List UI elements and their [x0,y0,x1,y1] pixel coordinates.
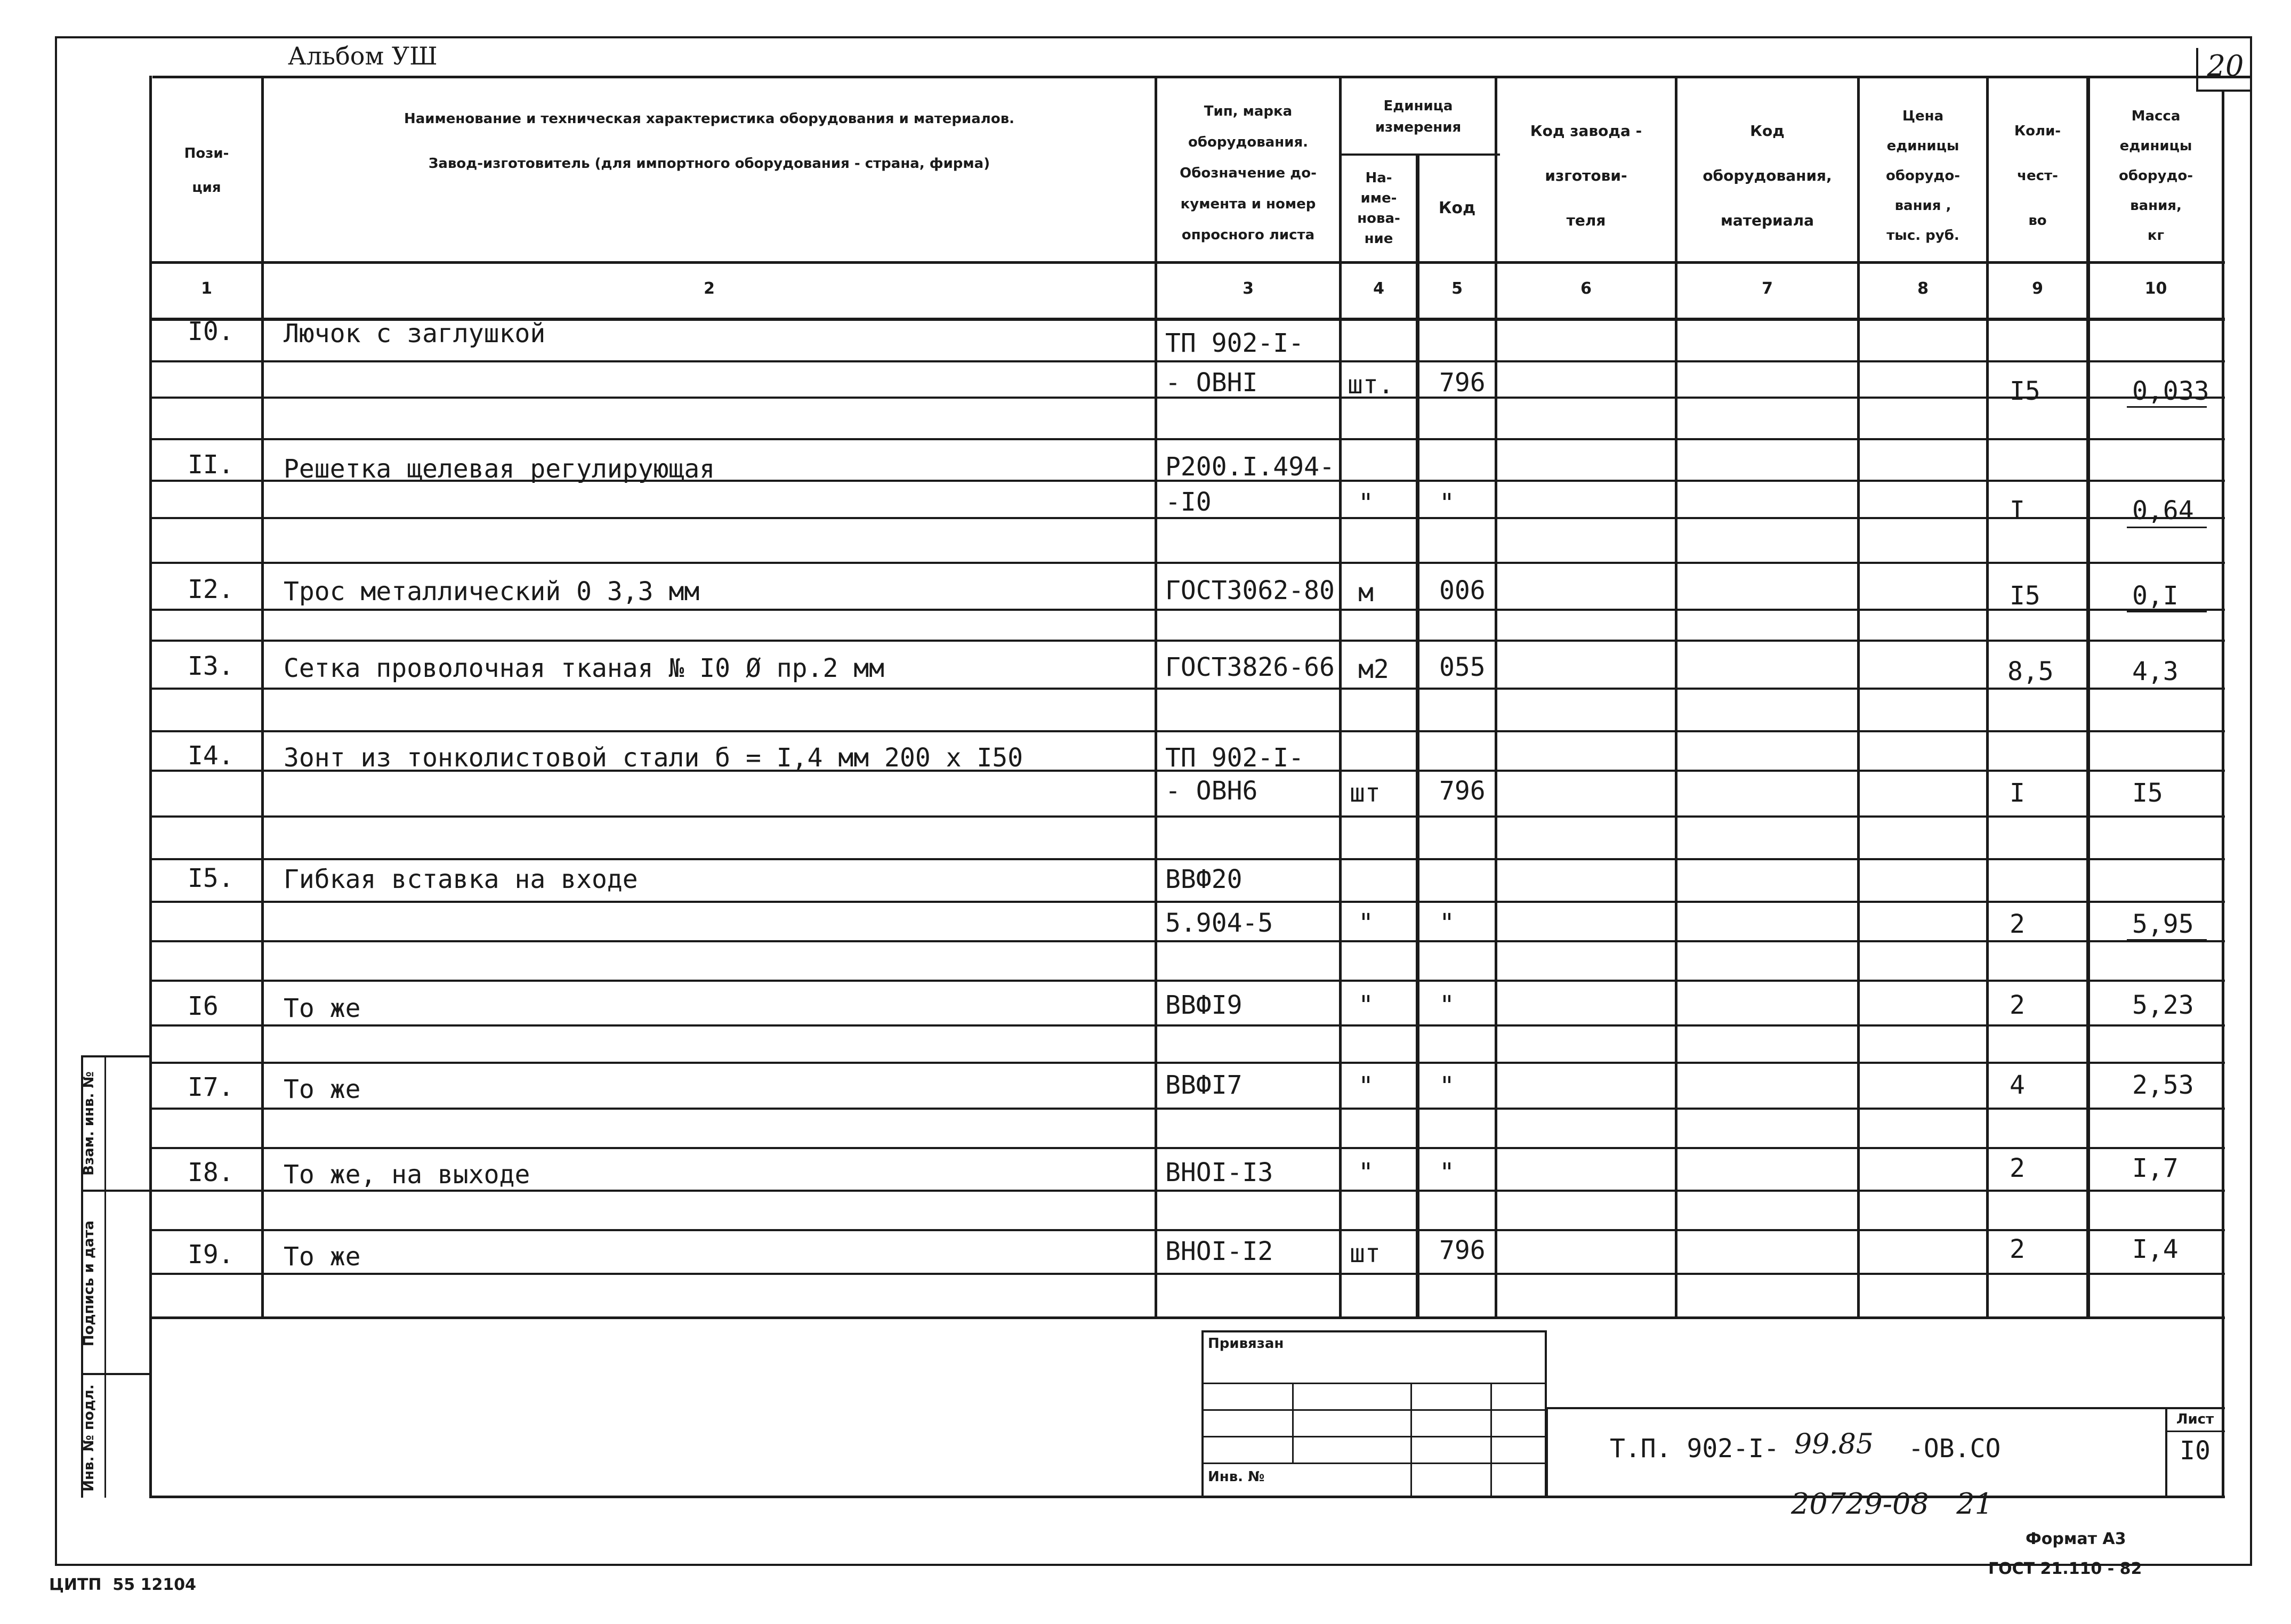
row-type: ВВФI9 [1165,990,1243,1020]
privyazan-line [1201,1383,1547,1384]
row-line [149,1190,2225,1192]
row-name: Зонт из тонколистовой стали б = I,4 мм 200 х I50 [284,743,1023,773]
row-type: ВНОI-I3 [1165,1158,1273,1187]
row-line [149,609,2225,611]
row-position: I7. [188,1072,234,1102]
row-quantity: I [2010,778,2025,808]
row-type-cont: - ОВН6 [1165,776,1258,806]
row-type: ВНОI-I2 [1165,1237,1273,1266]
row-unit-code: 055 [1439,652,1486,682]
row-name: Гибкая вставка на входе [284,864,638,894]
row-type: ГОСТ3062-80 [1165,576,1335,605]
row-name: Трос металлический 0 3,3 мм [284,577,700,607]
header-position: Пози- ция [184,146,229,196]
row-quantity: 2 [2010,990,2025,1020]
row-quantity: 2 [2010,1153,2025,1183]
row-type-cont: -I0 [1165,487,1212,517]
outer-frame-left [55,36,57,1566]
privyazan-right [1545,1330,1547,1498]
title-block-top [1546,1407,2225,1409]
row-type: ВВФI7 [1165,1070,1243,1100]
side-label-inv-replace: Взам. инв. № [81,1071,97,1176]
colnum-2: 2 [704,279,715,298]
row-position: I9. [188,1240,234,1270]
row-mass: 0,64 [2132,496,2194,526]
ctp-code: ЦИТП 55 12104 [49,1575,196,1594]
row-line [149,438,2225,440]
row-line [149,688,2225,690]
col-line-7 [1857,76,1860,1319]
row-line [149,1273,2225,1275]
row-type: Р200.I.494- [1165,452,1335,482]
colnum-3: 3 [1243,279,1254,298]
header-unit: Единица измерения [1375,98,1462,135]
side-label-signature-date: Подпись и дата [81,1220,97,1347]
colnum-5: 5 [1451,279,1463,298]
row-line [149,1147,2225,1149]
row-mass: 0,033 [2132,376,2209,406]
row-position: I5. [188,863,234,893]
colnum-8: 8 [1917,279,1929,298]
row-mass: 5,23 [2132,990,2194,1020]
privyazan-col [1490,1383,1492,1498]
row-line [149,360,2225,362]
inner-frame-right [2222,91,2224,1498]
colnum-1: 1 [201,279,212,298]
row-unit-code: 796 [1439,368,1486,398]
row-quantity: I5 [2010,376,2040,406]
outer-frame-top [55,36,2252,38]
mass-underline [2127,939,2207,941]
row-quantity: 4 [2010,1070,2025,1100]
side-stamp-top [81,1055,150,1057]
row-quantity: 2 [2010,909,2025,939]
row-line [149,858,2225,860]
col-line-1 [261,76,264,1319]
row-mass: 0,I [2132,581,2179,611]
row-unit: шт [1350,778,1381,808]
row-line [149,1229,2225,1231]
row-unit-code: " [1439,1158,1455,1187]
row-mass: I,7 [2132,1153,2179,1183]
album-title: Альбом УШ [288,42,438,70]
row-name: То же [284,993,361,1023]
sheet-label: Лист [2176,1411,2214,1427]
row-line [149,562,2225,564]
row-position: I6 [188,991,219,1021]
side-stamp-divider [81,1190,150,1192]
header-type: Тип, марка оборудования. Обозначение до- кумента и номер опросного листа [1180,103,1317,243]
row-name: То же, на выходе [284,1160,530,1190]
side-label-inv-original: Инв. № подл. [81,1384,97,1492]
row-position: I4. [188,741,234,771]
privyazan-line [1201,1409,1547,1411]
row-name: То же [284,1242,361,1272]
header-plant-code: Код завода - изготови- теля [1530,122,1642,229]
row-unit-code: 796 [1439,776,1486,806]
col-line-8 [1986,76,1989,1319]
row-line [149,517,2225,519]
outer-frame-bottom [55,1564,2252,1566]
row-type-cont: 5.904-5 [1165,908,1273,938]
handwritten-archive-number: 20729-08 21 [1791,1487,1993,1521]
row-line [149,640,2225,642]
row-mass: I,4 [2132,1234,2179,1264]
sheet-box-divider [2165,1431,2225,1432]
header-equipment-code: Код оборудования, материала [1703,122,1832,229]
row-position: I0. [188,317,234,346]
col-line-6 [1675,76,1677,1319]
row-line-bottom [149,1316,2225,1319]
row-unit: шт. [1348,370,1394,400]
row-mass: I5 [2132,778,2163,808]
row-mass: 2,53 [2132,1070,2194,1100]
row-quantity: I [2010,496,2025,526]
inner-frame-top [152,76,2252,78]
header-mass: Масса единицы оборудо- вания, кг [2118,108,2193,244]
header-quantity: Коли- чест- во [2014,123,2061,229]
row-quantity: 8,5 [2007,657,2054,686]
row-position: II. [188,450,234,480]
document-code-suffix: -ОВ.СО [1908,1434,2001,1464]
privyazan-left [1201,1330,1204,1498]
colnum-6: 6 [1580,279,1592,298]
privyazan-line [1201,1463,1547,1464]
mass-underline [2127,527,2207,528]
header-name: Наименование и техническая характеристика оборудования и материалов. Завод-изготовитель (для импортного оборудования - страна, фирма) [404,111,1015,172]
document-code-prefix: Т.П. 902-I- [1610,1434,1779,1464]
page-box-left [2196,48,2198,91]
row-unit-code: 006 [1439,576,1486,605]
row-type: ТП 902-I- [1165,328,1304,358]
privyazan-label: Привязан [1208,1336,1284,1352]
col-line-2 [1155,76,1157,1319]
row-unit: " [1358,1158,1374,1187]
row-line [149,940,2225,942]
sheet-number: I0 [2180,1436,2211,1466]
format-label: Формат А3 [2026,1530,2126,1548]
row-unit-code: " [1439,1071,1455,1101]
row-line [149,901,2225,903]
row-line [149,730,2225,732]
mass-underline [2127,688,2207,689]
side-stamp-inner-line [104,1055,106,1498]
row-position: I8. [188,1158,234,1187]
mass-underline [2127,406,2207,408]
inv-number-label: Инв. № [1208,1469,1265,1485]
row-mass: 5,95 [2132,909,2194,939]
col-line-5 [1495,76,1497,1319]
row-mass: 4,3 [2132,657,2179,686]
row-name: Лючок с заглушкой [284,319,546,349]
header-divider [149,261,2225,264]
privyazan-col [1410,1383,1412,1498]
row-position: I2. [188,575,234,604]
row-unit: " [1358,488,1374,518]
colnum-4: 4 [1373,279,1384,298]
col-line-4 [1416,155,1419,1319]
colnum-9: 9 [2032,279,2043,298]
document-code-handwritten: 99.85 [1794,1428,1874,1460]
colnum-10: 10 [2144,279,2167,298]
row-line [149,1108,2225,1110]
row-unit: м2 [1358,655,1389,684]
row-quantity: I5 [2010,581,2040,611]
page-number: 20 [2207,49,2244,83]
colnum-7: 7 [1762,279,1773,298]
col-line-3 [1339,76,1342,1319]
row-position: I3. [188,651,234,681]
outer-frame-right [2250,36,2252,1566]
privyazan-line [1201,1436,1547,1437]
gost-label: ГОСТ 21.110 - 82 [1988,1560,2142,1578]
row-unit: " [1358,1071,1374,1101]
privyazan-top [1201,1330,1547,1332]
row-type: ВВФ20 [1165,864,1243,894]
privyazan-col [1292,1383,1294,1463]
row-type-cont: - ОВНI [1165,368,1258,398]
row-unit-code: " [1439,990,1455,1020]
row-name: Сетка проволочная тканая № I0 Ø пр.2 мм [284,653,885,683]
row-line [149,980,2225,982]
header-price: Цена единицы оборудо- вания , тыс. руб. [1885,108,1961,244]
header-unit-name: На- име- нова- ние [1357,170,1400,247]
row-unit: " [1358,990,1374,1020]
row-name: То же [284,1074,361,1104]
row-unit: м [1358,578,1374,608]
row-unit: шт [1350,1239,1381,1269]
row-unit-code: 796 [1439,1235,1486,1265]
row-line [149,1062,2225,1064]
row-line [149,815,2225,818]
row-unit-code: " [1439,908,1455,938]
row-name: Решетка щелевая регулирующая [284,454,715,484]
row-unit-code: " [1439,488,1455,518]
row-type: ГОСТ3826-66 [1165,652,1335,682]
mass-underline [2127,611,2207,612]
row-unit: " [1358,908,1374,938]
row-line [149,1024,2225,1027]
row-type: ТП 902-I- [1165,743,1304,773]
header-unit-code: Код [1438,199,1476,217]
row-quantity: 2 [2010,1234,2025,1264]
col-line-9 [2086,76,2090,1319]
